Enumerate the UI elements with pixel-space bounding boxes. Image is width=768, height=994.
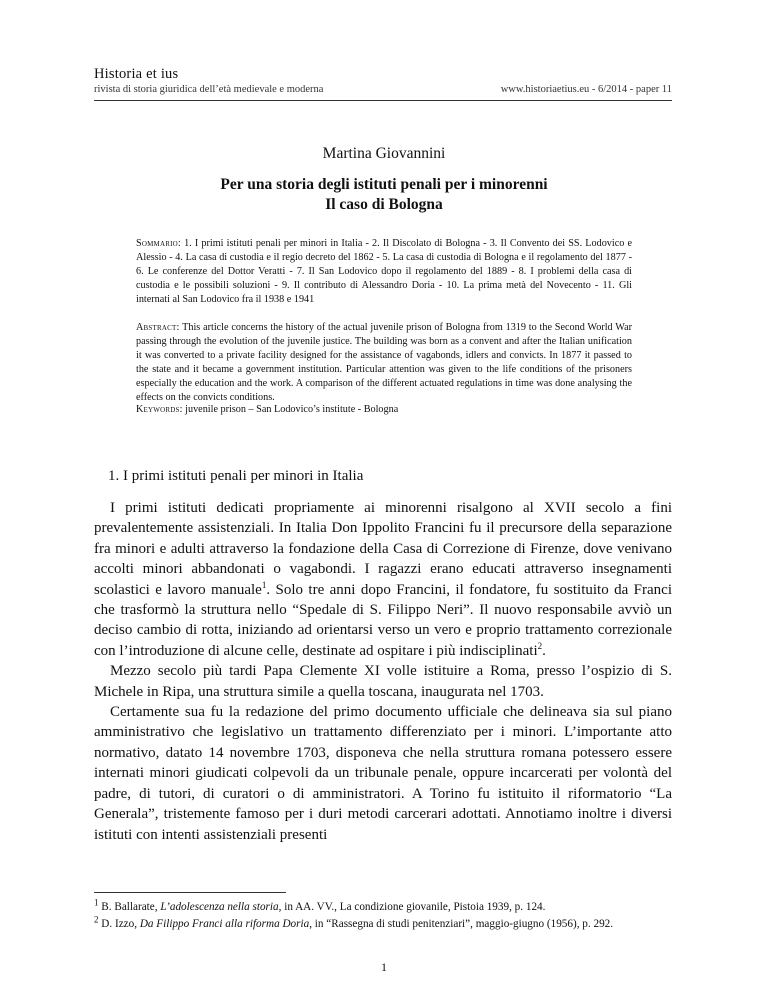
footnote-number: 2 <box>94 914 99 925</box>
footnote-text: , in “Rassegna di studi penitenziari”, maggio-giugno (1956), p. 292. <box>309 918 614 930</box>
journal-name: Historia et ius <box>94 66 179 82</box>
author-name: Martina Giovannini <box>322 145 446 162</box>
keywords-block <box>136 403 632 417</box>
footnote-text: B. Ballarate, <box>98 901 161 913</box>
footnote-text: , in AA. VV., La condizione giovanile, Pistoia 1939, p. 124. <box>278 901 546 913</box>
keywords-text: juvenile prison – San Lodovico’s institute - Bologna <box>185 404 399 415</box>
article-title <box>0 175 768 215</box>
paragraph-text: . <box>542 642 546 659</box>
journal-subtitle: rivista di storia giuridica dell’età medievale e moderna <box>94 84 324 95</box>
section-heading: 1. I primi istituti penali per minori in Italia <box>108 468 364 484</box>
paragraph: Certamente sua fu la redazione del primo documento ufficiale che delineava sia sul piano amministrativo che legislativo un trattamento differenziato per i minori. L’importante atto normativo, datato 14 novembre 1703, disponeva che nella struttura romana potessero essere internati minori giudicati colpevoli da un tribunale penale, oppure incarcerati per volontà del padre, di tutori, di curatori o di amministratori. A Torino fu istituito il riformatorio “La Generala”, tristemente famoso per i duri metodi carcerari adottati. Annotiamo inoltre i diversi istituti con intenti assistenziali presenti <box>94 704 672 843</box>
abstract-block <box>136 321 632 405</box>
page-number: 1 <box>381 960 387 974</box>
footnote-ref[interactable]: 1 <box>261 579 267 590</box>
body-text <box>94 498 672 845</box>
paragraph-text: . Solo tre anni dopo Francini, il fondatore, fu sostituito da Franci che trasformò la struttura nello “Spedale di S. Filippo Neri”. Il nuovo responsabile avviò un deciso cambio di rotta, iniziando ad orientarsi verso un vero e proprio trattamento correzionale con l’introduzione di alcune celle, destinate ad ospitare i più indisciplinati <box>94 581 672 659</box>
article-title-line1: Per una storia degli istituti penali per i minorenni <box>220 176 548 193</box>
footnote-title: L’adolescenza nella storia <box>160 901 279 913</box>
header-rule <box>94 100 672 101</box>
sommario-label: Sommario: <box>136 238 181 249</box>
footnote-title: Da Filippo Franci alla riforma Doria <box>139 918 310 930</box>
footnote-number: 1 <box>94 897 99 908</box>
paragraph: Mezzo secolo più tardi Papa Clemente XI volle istituire a Roma, presso l’ospizio di S. Michele in Ripa, una struttura simile a quella toscana, inaugurata nel 1703. <box>94 663 672 700</box>
footnote-text: D. Izzo, <box>98 918 140 930</box>
footnote-rule <box>94 892 286 893</box>
footnote <box>94 897 672 915</box>
keywords-label: Keywords: <box>136 404 183 415</box>
paragraph-text: I primi istituti dedicati propriamente ai minorenni risalgono al XVII secolo a fini prevalentemente assistenziali. In Italia Don Ippolito Francini fu il precursore della separazione fra minori e adulti attraverso la fondazione della Casa di Correzione di Firenze, dove venivano accolti minori abbandonati o vagabondi. I ragazzi erano educati attraverso insegnamenti scolastici e lavoro manuale <box>94 500 672 598</box>
sommario-block <box>136 237 632 307</box>
abstract-label: Abstract: <box>136 322 180 333</box>
article-title-line2: Il caso di Bologna <box>325 196 443 213</box>
footnote <box>94 914 672 932</box>
sommario-text: 1. I primi istituti penali per minori in Italia - 2. Il Discolato di Bologna - 3. Il Convento dei SS. Lodovico e Alessio - 4. La casa di custodia e il regio decreto del 1862 - 5. La casa di custodia di Bologna e il regolamento del 1877 - 6. Le conferenze del Dottor Veratti - 7. Il San Lodovico dopo il regolamento del 1889 - 8. I problemi della casa di custodia e le possibili soluzioni - 9. Il contributo di Alessandro Doria - 10. La prima metà del Novecento - 11. Gli internati al San Lodovico fra il 1938 e 1941 <box>136 238 632 305</box>
abstract-text: This article concerns the history of the actual juvenile prison of Bologna from 1319 to the Second World War passing through the evolution of the juvenile justice. The building was born as a convent and after the Italian unification it was converted to a private facility designed for the assistance of vagabonds, idlers and convicts. In 1877 it passed to the state and it became a government institution. Particular attention was given to the life conditions of the prisoners especially the education and the work. A comparison of the different actuated regulations in time was done analysing the effects on the convicts conditions. <box>136 322 632 403</box>
footnote-ref[interactable]: 2 <box>537 640 543 651</box>
journal-url: www.historiaetius.eu - 6/2014 - paper 11 <box>500 84 672 95</box>
footnotes <box>94 897 672 932</box>
paragraph <box>94 498 672 661</box>
